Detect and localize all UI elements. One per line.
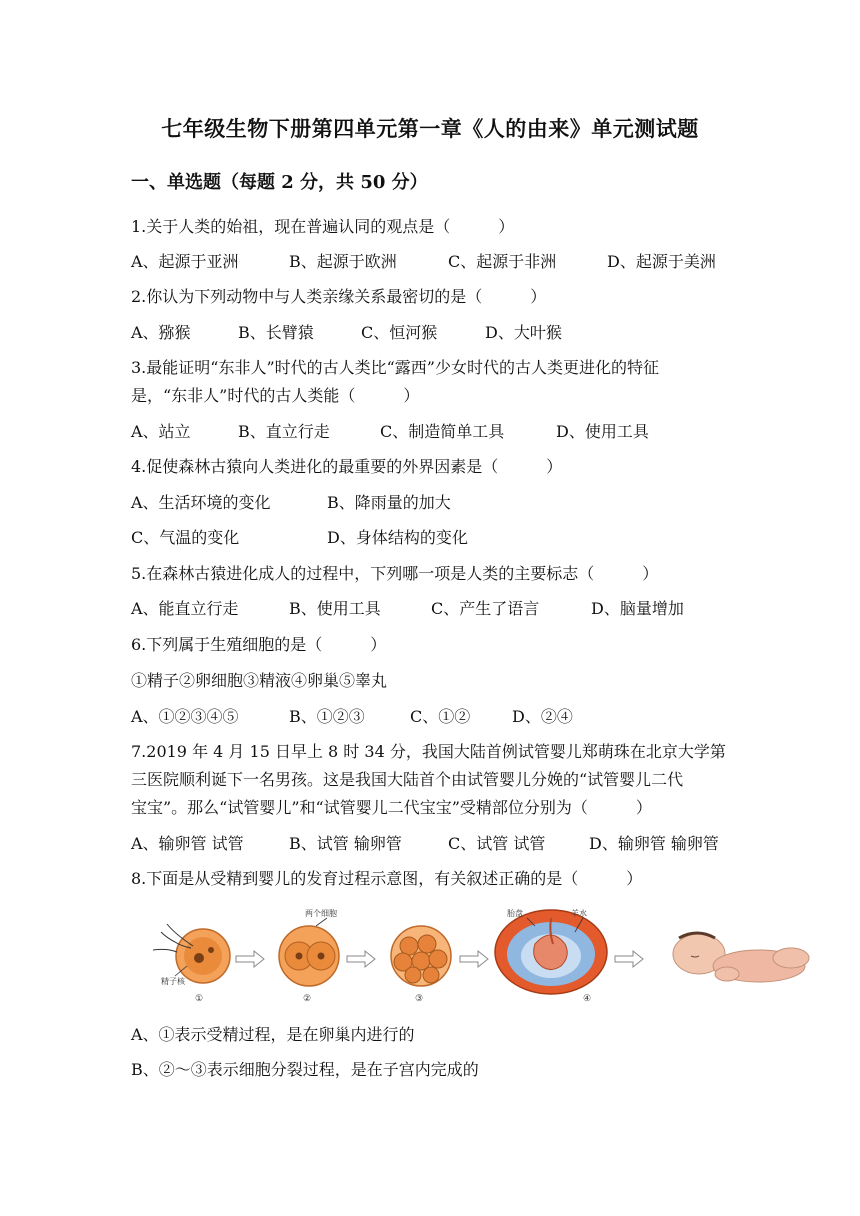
development-diagram — [131, 904, 821, 1004]
option-a[interactable]: A、站立 — [131, 422, 191, 441]
option-b[interactable]: B、起源于欧洲 — [289, 252, 397, 271]
option-b[interactable]: B、试管 输卵管 — [289, 834, 402, 853]
question-6-items: ①精子②卵细胞③精液④卵巢⑤睾丸 — [131, 671, 388, 690]
arrow-right-icon — [615, 951, 643, 967]
option-c[interactable]: C、气温的变化 — [131, 528, 240, 547]
option-b[interactable]: B、降雨量的加大 — [327, 493, 451, 512]
label-two-cells: 两个细胞 — [305, 909, 337, 918]
option-a[interactable]: A、猕猴 — [131, 323, 191, 342]
question-5-stem: 5.在森林古猿进化成人的过程中，下列哪一项是人类的主要标志（ ） — [131, 564, 659, 583]
option-d[interactable]: D、大叶猴 — [485, 323, 562, 342]
option-c[interactable]: C、起源于非洲 — [448, 252, 557, 271]
option-d[interactable]: D、身体结构的变化 — [327, 528, 468, 547]
option-a[interactable]: A、能直立行走 — [131, 599, 239, 618]
option-a[interactable]: A、起源于亚洲 — [131, 252, 239, 271]
label-circle-1: ① — [195, 994, 204, 1004]
stage-1-fertilization — [153, 924, 230, 1004]
option-d[interactable]: D、脑量增加 — [591, 599, 684, 618]
question-2-stem: 2.你认为下列动物中与人类亲缘关系最密切的是（ ） — [131, 287, 547, 306]
option-d[interactable]: D、使用工具 — [556, 422, 649, 441]
question-4-stem: 4.促使森林古猿向人类进化的最重要的外界因素是（ ） — [131, 457, 563, 476]
question-3-stem-line-1: 3.最能证明“东非人”时代的古人类比“露西”少女时代的古人类更进化的特征 — [131, 358, 659, 377]
option-b[interactable]: B、长臂猿 — [238, 323, 314, 342]
stage-3-cell-cluster — [391, 926, 451, 1004]
option-a[interactable]: A、输卵管 试管 — [131, 834, 244, 853]
option-b[interactable]: B、直立行走 — [238, 422, 330, 441]
option-c[interactable]: C、①② — [410, 707, 471, 726]
option-c[interactable]: C、产生了语言 — [431, 599, 540, 618]
option-c[interactable]: C、恒河猴 — [361, 323, 438, 342]
option-b[interactable]: B、①②③ — [289, 707, 365, 726]
option-d[interactable]: D、②④ — [512, 707, 573, 726]
option-c[interactable]: C、试管 试管 — [448, 834, 546, 853]
label-amniotic-fluid: 羊水 — [571, 909, 587, 918]
option-d[interactable]: D、输卵管 输卵管 — [589, 834, 719, 853]
section-heading: 一、单选题（每题 2 分，共 50 分） — [131, 172, 428, 193]
stage-5-baby — [673, 933, 809, 982]
option-a[interactable]: A、①②③④⑤ — [131, 707, 239, 726]
option-c[interactable]: C、制造简单工具 — [380, 422, 505, 441]
question-3-stem-line-2: 是，“东非人”时代的古人类能（ ） — [131, 386, 420, 405]
label-circle-2: ② — [303, 994, 312, 1004]
question-7-stem-line-1: 7.2019 年 4 月 15 日早上 8 时 34 分，我国大陆首例试管婴儿郑萌珠在北京大学第 — [131, 742, 726, 761]
page-title: 七年级生物下册第四单元第一章《人的由来》单元测试题 — [161, 116, 699, 141]
question-1-stem: 1.关于人类的始祖，现在普遍认同的观点是（ ） — [131, 217, 515, 236]
question-7-stem-line-2: 三医院顺利诞下一名男孩。这是我国大陆首个由试管婴儿分娩的“试管婴儿二代 — [131, 770, 684, 789]
question-7-stem-line-3: 宝宝”。那么“试管婴儿”和“试管婴儿二代宝宝”受精部位分别为（ ） — [131, 798, 652, 817]
arrow-right-icon — [460, 951, 488, 967]
option-b[interactable]: B、使用工具 — [289, 599, 381, 618]
option-a[interactable]: A、生活环境的变化 — [131, 493, 271, 512]
option-d[interactable]: D、起源于美洲 — [607, 252, 716, 271]
question-8-option-b[interactable]: B、②～③表示细胞分裂过程，是在子宫内完成的 — [131, 1060, 479, 1079]
stage-2-two-cells — [279, 908, 339, 1004]
label-sperm-nucleus: 精子核 — [161, 977, 185, 986]
arrow-right-icon — [347, 951, 375, 967]
stage-4-embryo-in-uterus — [495, 908, 607, 1004]
label-circle-4: ④ — [583, 994, 592, 1004]
question-6-stem: 6.下列属于生殖细胞的是（ ） — [131, 635, 387, 654]
question-8-option-a[interactable]: A、①表示受精过程，是在卵巢内进行的 — [131, 1025, 415, 1044]
label-placenta: 胎盘 — [507, 909, 523, 918]
label-circle-3: ③ — [415, 994, 424, 1004]
arrow-right-icon — [236, 951, 264, 967]
question-8-stem: 8.下面是从受精到婴儿的发育过程示意图，有关叙述正确的是（ ） — [131, 869, 643, 888]
